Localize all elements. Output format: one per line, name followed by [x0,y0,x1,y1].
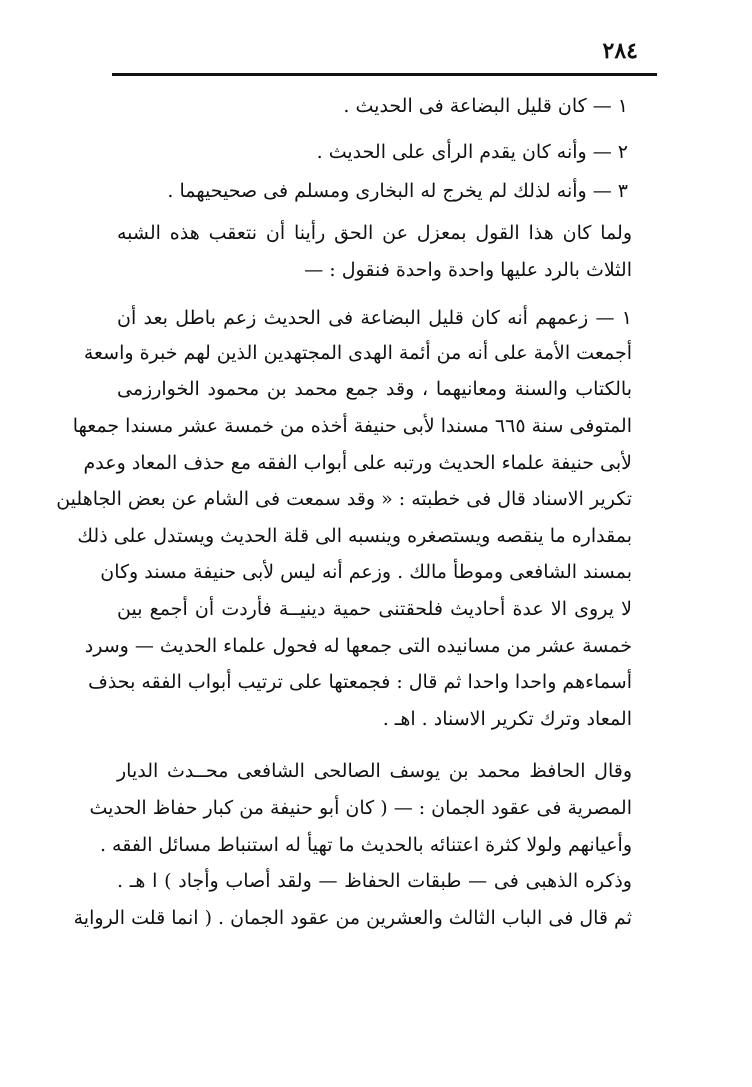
text-line: الثلاث بالرد عليها واحدة واحدة فنقول : — [304,259,632,281]
text-line: وأعيانهم ولولا كثرة اعتنائه بالحديث ما تهيأ له استنباط مسائل الفقه . [99,834,632,856]
text-line: المصرية فى عقود الجمان : — ( كان أبو حنيفة من كبار حفاظ الحديث [89,797,632,819]
text-line: أجمعت الأمة على أنه من أئمة الهدى المجتهدين الذين لهم خبرة واسعة [83,342,632,364]
text-line: وقال الحافظ محمد بن يوسف الصالحى الشافعى محــدث الديار [117,760,632,782]
text-line: خمسة عشر من مسانيده التى جمعها له فحول علماء الحديث — وسرد [84,635,632,657]
text-line: بالكتاب والسنة ومعانيهما ، وقد جمع محمد بن محمود الخوارزمى [117,378,632,400]
text-line: المتوفى سنة ٦٦٥ مسندا لأبى حنيفة أخذه من خمسة عشر مسندا جمعها [72,415,632,437]
text-line: ٢ — وأنه كان يقدم الرأى على الحديث . [316,141,628,163]
text-line: وذكره الذهبى فى — طبقات الحفاظ — ولقد أصاب وأجاد ) ا هـ . [117,870,632,892]
text-line: المعاد وترك تكرير الاسناد . اهـ . [382,708,632,730]
page-number: ٢٨٤ [602,38,638,64]
text-line: بمقداره ما ينقصه ويستصغره وينسبه الى قلة الحديث ويستدل على ذلك [77,525,632,547]
text-line: بمسند الشافعى وموطأ مالك . وزعم أنه ليس لأبى حنيفة مسند وكان [100,561,632,583]
text-line: ثم قال فى الباب الثالث والعشرين من عقود الجمان . ( انما قلت الرواية [73,907,632,929]
text-line: ٣ — وأنه لذلك لم يخرج له البخارى ومسلم فى صحيحيهما . [167,180,628,202]
text-line: ١ — زعمهم أنه كان قليل البضاعة فى الحديث زعم باطل بعد أن [117,307,632,329]
header-rule [112,73,657,76]
text-line: ١ — كان قليل البضاعة فى الحديث . [343,95,628,117]
text-line: ولما كان هذا القول بمعزل عن الحق رأينا أن نتعقب هذه الشبه [117,222,632,244]
text-line: لا يروى الا عدة أحاديث فلحقتنى حمية دينيــة فأردت أن أجمع بين [117,598,632,620]
text-line: لأبى حنيفة علماء الحديث ورتبه على أبواب الفقه مع حذف المعاد وعدم [83,452,632,474]
text-line: تكرير الاسناد قال فى خطبته : « وقد سمعت فى الشام عن بعض الجاهلين [56,488,632,510]
text-line: أسماءهم واحدا واحدا ثم قال : فجمعتها على ترتيب أبواب الفقه بحذف [88,671,632,693]
